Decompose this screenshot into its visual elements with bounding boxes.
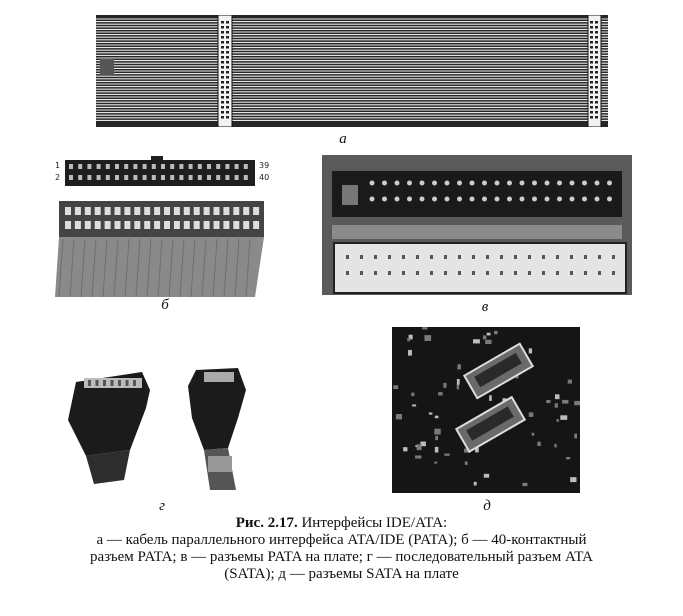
female-connector <box>59 201 264 237</box>
cable-key-tab <box>100 59 114 75</box>
caption-line-3: (SATA); д — разъемы SATA на плате <box>224 566 459 582</box>
sata-cable-photo <box>58 360 253 490</box>
ribbon-cable-drawing <box>96 15 608 127</box>
pata-connector-drawing <box>55 155 270 297</box>
figure-caption <box>0 515 683 583</box>
ribbon-cable-photo <box>96 15 608 127</box>
sata-cable-drawing <box>58 360 253 490</box>
sata-board-photo <box>392 327 580 493</box>
panel-label-g: г <box>159 498 165 514</box>
panel-label-a: а <box>339 131 347 147</box>
pin-label-2: 2 <box>55 173 61 182</box>
connector-end <box>588 15 601 127</box>
panel-label-b: б <box>161 297 169 313</box>
sata-board-drawing <box>392 327 580 493</box>
pin-label-1: 1 <box>55 161 61 170</box>
ribbon-cable-section <box>55 237 264 297</box>
board-connector-light <box>334 243 626 293</box>
panel-label-v: в <box>481 299 489 315</box>
pin-label-39: 39 <box>259 161 270 170</box>
figure-title: Интерфейсы IDE/ATA: <box>301 515 448 531</box>
caption-title <box>0 515 683 532</box>
pin-label-40: 40 <box>259 173 270 182</box>
connector-middle <box>218 15 232 127</box>
board-connector-dark <box>332 171 622 217</box>
connector-header <box>65 160 255 186</box>
pata-board-photo <box>322 155 632 295</box>
panel-label-d: д <box>483 498 491 514</box>
pata-board-drawing <box>322 155 632 295</box>
pata-connector-photo <box>55 155 270 297</box>
caption-line-2: разъем PATA; в — разъемы PATA на плате; г — последовательный разъем ATA <box>90 549 593 565</box>
figure-label: Рис. 2.17. <box>235 515 298 531</box>
caption-line-1: а — кабель параллельного интерфейса ATA/IDE (PATA); б — 40-контактный <box>96 532 587 548</box>
